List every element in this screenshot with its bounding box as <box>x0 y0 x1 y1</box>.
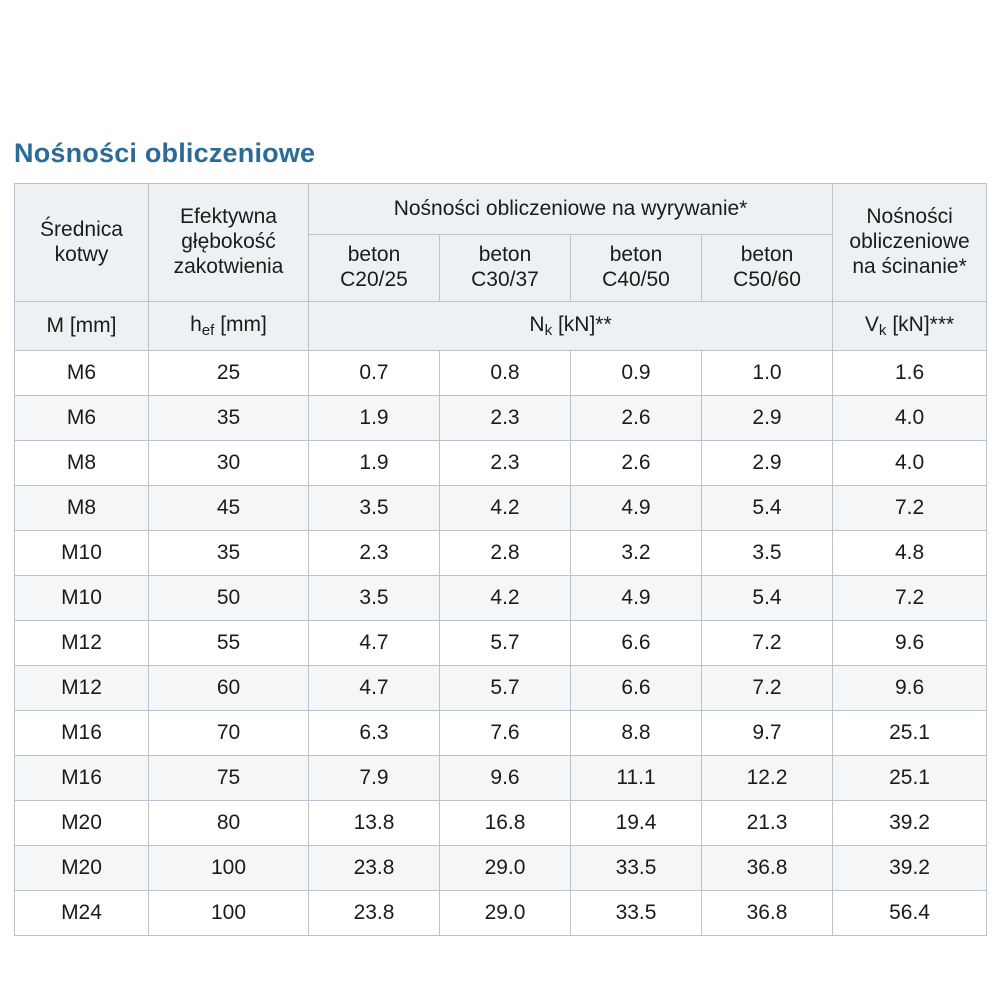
header-diameter-line2: kotwy <box>54 242 109 266</box>
cell-c5060: 21.3 <box>702 801 833 846</box>
cell-c2025: 23.8 <box>309 846 440 891</box>
cell-diameter: M16 <box>15 756 149 801</box>
header-unit-shear-sub: k <box>878 321 887 339</box>
header-cell-c2025 <box>309 235 440 302</box>
header-unit-depth <box>149 302 309 351</box>
cell-c4050: 2.6 <box>571 396 702 441</box>
cell-depth: 50 <box>149 576 309 621</box>
cell-c4050: 11.1 <box>571 756 702 801</box>
header-unit-shear-symbol: V <box>864 312 879 336</box>
cell-c4050: 33.5 <box>571 846 702 891</box>
cell-diameter: M12 <box>15 621 149 666</box>
header-c3037-line1: beton <box>478 243 532 267</box>
cell-depth: 35 <box>149 531 309 576</box>
table-row <box>15 396 987 441</box>
header-unit-depth-sub: ef <box>201 321 215 339</box>
cell-depth: 25 <box>149 351 309 396</box>
cell-c2025: 2.3 <box>309 531 440 576</box>
cell-c5060: 7.2 <box>702 621 833 666</box>
cell-c5060: 36.8 <box>702 891 833 936</box>
cell-c5060: 1.0 <box>702 351 833 396</box>
table-row <box>15 531 987 576</box>
header-shear-line3: na ścinanie* <box>852 254 967 278</box>
header-cell-c4050 <box>571 235 702 302</box>
cell-diameter: M10 <box>15 531 149 576</box>
cell-c4050: 0.9 <box>571 351 702 396</box>
header-cell-pullout-group: Nośności obliczeniowe na wyrywanie* <box>309 184 833 235</box>
cell-c3037: 16.8 <box>440 801 571 846</box>
cell-c5060: 12.2 <box>702 756 833 801</box>
header-cell-diameter <box>15 184 149 302</box>
header-c4050-line2: C40/50 <box>602 268 670 291</box>
header-unit-shear <box>833 302 987 351</box>
cell-shear: 4.0 <box>833 441 987 486</box>
cell-c2025: 3.5 <box>309 486 440 531</box>
table-row <box>15 666 987 711</box>
cell-diameter: M8 <box>15 441 149 486</box>
table-row <box>15 711 987 756</box>
cell-c2025: 1.9 <box>309 441 440 486</box>
cell-c2025: 13.8 <box>309 801 440 846</box>
cell-c5060: 2.9 <box>702 396 833 441</box>
cell-c3037: 2.8 <box>440 531 571 576</box>
cell-c2025: 23.8 <box>309 891 440 936</box>
cell-c5060: 9.7 <box>702 711 833 756</box>
cell-depth: 100 <box>149 891 309 936</box>
cell-c3037: 9.6 <box>440 756 571 801</box>
cell-depth: 35 <box>149 396 309 441</box>
header-depth-line2: głębokość <box>181 230 276 254</box>
header-c5060-line2: C50/60 <box>733 268 801 291</box>
header-c4050-line1: beton <box>609 243 663 267</box>
cell-shear: 4.8 <box>833 531 987 576</box>
cell-shear: 4.0 <box>833 396 987 441</box>
cell-diameter: M12 <box>15 666 149 711</box>
cell-c4050: 6.6 <box>571 621 702 666</box>
cell-diameter: M8 <box>15 486 149 531</box>
cell-c3037: 5.7 <box>440 666 571 711</box>
cell-c2025: 0.7 <box>309 351 440 396</box>
cell-c2025: 6.3 <box>309 711 440 756</box>
header-diameter-line1: Średnica <box>40 217 123 241</box>
header-depth-line1: Efektywna <box>180 205 277 229</box>
cell-c3037: 4.2 <box>440 486 571 531</box>
header-c5060-line1: beton <box>740 243 794 267</box>
cell-c3037: 29.0 <box>440 891 571 936</box>
header-unit-pullout-symbol: N <box>529 312 545 336</box>
table-header-row-top <box>15 184 987 235</box>
cell-c3037: 2.3 <box>440 396 571 441</box>
table-row <box>15 441 987 486</box>
page-title: Nośności obliczeniowe <box>14 138 316 168</box>
cell-shear: 39.2 <box>833 846 987 891</box>
cell-c3037: 29.0 <box>440 846 571 891</box>
cell-c5060: 5.4 <box>702 576 833 621</box>
cell-shear: 9.6 <box>833 666 987 711</box>
header-c2025-line1: beton <box>347 243 401 267</box>
cell-depth: 30 <box>149 441 309 486</box>
table-row <box>15 486 987 531</box>
cell-c4050: 19.4 <box>571 801 702 846</box>
cell-c2025: 4.7 <box>309 666 440 711</box>
cell-depth: 55 <box>149 621 309 666</box>
header-unit-depth-suffix: [mm] <box>214 312 267 336</box>
table-row <box>15 846 987 891</box>
cell-c4050: 6.6 <box>571 666 702 711</box>
cell-c5060: 36.8 <box>702 846 833 891</box>
cell-diameter: M24 <box>15 891 149 936</box>
cell-diameter: M6 <box>15 396 149 441</box>
cell-c4050: 4.9 <box>571 486 702 531</box>
cell-shear: 9.6 <box>833 621 987 666</box>
cell-shear: 1.6 <box>833 351 987 396</box>
table-row <box>15 621 987 666</box>
cell-c4050: 3.2 <box>571 531 702 576</box>
cell-depth: 80 <box>149 801 309 846</box>
cell-shear: 7.2 <box>833 486 987 531</box>
cell-c5060: 2.9 <box>702 441 833 486</box>
header-unit-pullout-sub: k <box>544 321 553 339</box>
cell-c5060: 3.5 <box>702 531 833 576</box>
header-c3037-line2: C30/37 <box>471 268 539 291</box>
cell-depth: 75 <box>149 756 309 801</box>
cell-shear: 25.1 <box>833 711 987 756</box>
cell-c5060: 5.4 <box>702 486 833 531</box>
cell-c4050: 33.5 <box>571 891 702 936</box>
header-c2025-line2: C20/25 <box>340 268 408 291</box>
cell-depth: 60 <box>149 666 309 711</box>
cell-c2025: 7.9 <box>309 756 440 801</box>
table-row <box>15 351 987 396</box>
cell-c2025: 3.5 <box>309 576 440 621</box>
table-row <box>15 891 987 936</box>
cell-diameter: M16 <box>15 711 149 756</box>
header-depth-line3: zakotwienia <box>173 254 284 278</box>
cell-shear: 25.1 <box>833 756 987 801</box>
header-cell-c3037 <box>440 235 571 302</box>
header-cell-depth <box>149 184 309 302</box>
header-unit-diameter: M [mm] <box>15 302 149 351</box>
cell-depth: 100 <box>149 846 309 891</box>
table-row <box>15 576 987 621</box>
cell-c3037: 2.3 <box>440 441 571 486</box>
cell-c3037: 5.7 <box>440 621 571 666</box>
load-capacity-table <box>14 183 987 936</box>
cell-c2025: 4.7 <box>309 621 440 666</box>
cell-depth: 45 <box>149 486 309 531</box>
header-shear-line2: obliczeniowe <box>849 230 970 254</box>
table-row <box>15 801 987 846</box>
header-unit-shear-suffix: [kN]*** <box>886 312 955 336</box>
cell-c3037: 7.6 <box>440 711 571 756</box>
table-header-row-units <box>15 302 987 351</box>
cell-shear: 56.4 <box>833 891 987 936</box>
cell-c5060: 7.2 <box>702 666 833 711</box>
cell-shear: 7.2 <box>833 576 987 621</box>
header-unit-pullout <box>309 302 833 351</box>
header-unit-depth-symbol: h <box>190 312 202 336</box>
cell-depth: 70 <box>149 711 309 756</box>
cell-c4050: 2.6 <box>571 441 702 486</box>
header-cell-shear <box>833 184 987 302</box>
cell-diameter: M6 <box>15 351 149 396</box>
cell-c4050: 4.9 <box>571 576 702 621</box>
cell-diameter: M20 <box>15 801 149 846</box>
cell-c3037: 4.2 <box>440 576 571 621</box>
cell-diameter: M20 <box>15 846 149 891</box>
cell-c3037: 0.8 <box>440 351 571 396</box>
table-row <box>15 756 987 801</box>
cell-c4050: 8.8 <box>571 711 702 756</box>
cell-diameter: M10 <box>15 576 149 621</box>
cell-shear: 39.2 <box>833 801 987 846</box>
header-unit-pullout-suffix: [kN]** <box>552 312 612 336</box>
header-shear-line1: Nośności <box>866 205 953 229</box>
cell-c2025: 1.9 <box>309 396 440 441</box>
header-cell-c5060 <box>702 235 833 302</box>
